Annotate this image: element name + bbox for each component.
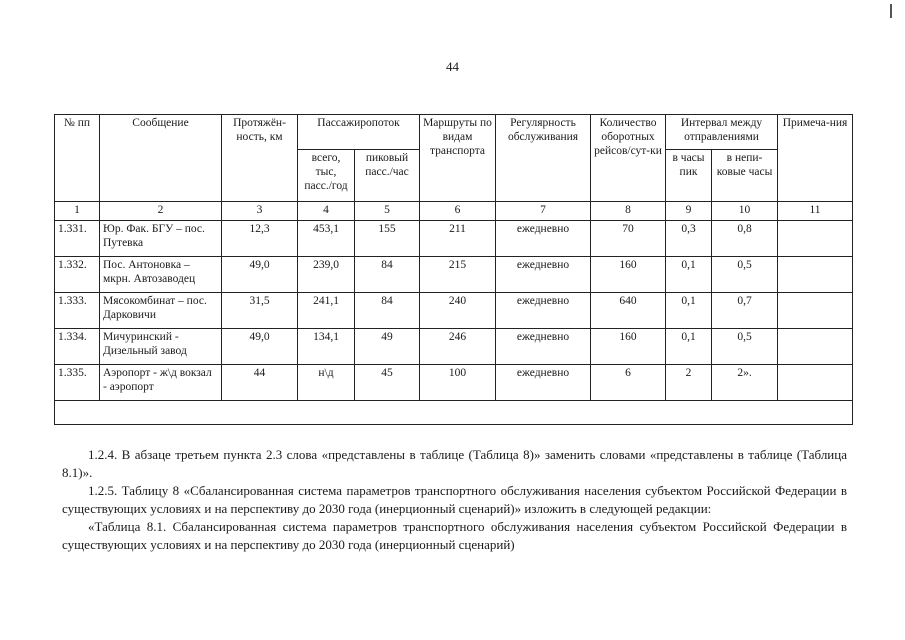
row-num: 1.334. [55,328,100,364]
column-number: 2 [100,202,222,221]
row-length: 49,0 [222,328,298,364]
column-number: 9 [666,202,712,221]
row-route: Мичуринский - Дизельный завод [100,328,222,364]
column-number: 6 [420,202,496,221]
col-num-header: № пп [55,115,100,202]
col-pass-peak-header: пиковый пасс./час [355,150,420,202]
row-num: 1.332. [55,256,100,292]
column-number: 4 [298,202,355,221]
col-interval-peak-header: в часы пик [666,150,712,202]
row-pass-total: 241,1 [298,292,355,328]
col-regularity-header: Регулярность обслуживания [496,115,591,202]
col-length-header: Протяжён-ность, км [222,115,298,202]
column-number: 7 [496,202,591,221]
column-number: 1 [55,202,100,221]
row-trips: 160 [591,256,666,292]
row-interval-peak: 0,1 [666,328,712,364]
row-notes [778,220,853,256]
col-passflow-header: Пассажиропоток [298,115,420,150]
paragraph-table-caption: «Таблица 8.1. Сбалансированная система параметров транспортного обслуживания населения субъектом Российской Федерации в существующих условиях и на перспективу до 2030 года (инерционный сценарий) [62,519,847,552]
row-pass-total: 134,1 [298,328,355,364]
row-transport: 211 [420,220,496,256]
row-trips: 160 [591,328,666,364]
row-notes [778,364,853,400]
row-trips: 6 [591,364,666,400]
row-route: Аэропорт - ж\д вокзал - аэропорт [100,364,222,400]
row-regularity: ежедневно [496,292,591,328]
row-interval-offpeak: 2». [712,364,778,400]
table-row [55,256,853,292]
body-text [62,446,847,554]
row-num: 1.333. [55,292,100,328]
table-row [55,292,853,328]
row-pass-peak: 49 [355,328,420,364]
row-transport: 240 [420,292,496,328]
row-regularity: ежедневно [496,256,591,292]
row-pass-peak: 155 [355,220,420,256]
paragraph-1-2-4: 1.2.4. В абзаце третьем пункта 2.3 слова «представлены в таблице (Таблица 8)» заменить словами «представлены в таблице (Таблица 8.1)». [62,447,847,480]
empty-table-row [55,400,853,424]
col-transport-header: Маршруты по видам транспорта [420,115,496,202]
column-numbers-row [55,202,853,221]
row-route: Юр. Фак. БГУ – пос. Путевка [100,220,222,256]
row-length: 49,0 [222,256,298,292]
row-notes [778,256,853,292]
column-number: 10 [712,202,778,221]
row-transport: 215 [420,256,496,292]
row-regularity: ежедневно [496,328,591,364]
col-trips-header: Количество оборотных рейсов/сут-ки [591,115,666,202]
table-row [55,220,853,256]
column-number: 8 [591,202,666,221]
table-row [55,328,853,364]
row-num: 1.331. [55,220,100,256]
row-pass-total: 239,0 [298,256,355,292]
col-notes-header: Примеча-ния [778,115,853,202]
row-pass-peak: 84 [355,256,420,292]
empty-cell [55,400,853,424]
col-interval-offpeak-header: в непи-ковые часы [712,150,778,202]
row-trips: 640 [591,292,666,328]
paragraph-1-2-5: 1.2.5. Таблицу 8 «Сбалансированная система параметров транспортного обслуживания населения субъектом Российской Федерации в существующих условиях и на перспективу до 2030 года (инерционный сценарий)» изложить в следующей редакции: [62,483,847,516]
scan-mark [890,4,892,18]
row-interval-peak: 0,1 [666,292,712,328]
col-pass-total-header: всего, тыс, пасс./год [298,150,355,202]
row-regularity: ежедневно [496,220,591,256]
column-number: 5 [355,202,420,221]
row-pass-total: 453,1 [298,220,355,256]
row-notes [778,292,853,328]
row-interval-peak: 2 [666,364,712,400]
row-interval-offpeak: 0,5 [712,328,778,364]
column-number: 3 [222,202,298,221]
row-route: Пос. Антоновка – мкрн. Автозаводец [100,256,222,292]
row-interval-offpeak: 0,8 [712,220,778,256]
row-pass-peak: 84 [355,292,420,328]
row-transport: 246 [420,328,496,364]
row-length: 12,3 [222,220,298,256]
column-number: 11 [778,202,853,221]
table-row [55,364,853,400]
row-num: 1.335. [55,364,100,400]
row-pass-peak: 45 [355,364,420,400]
transport-table [54,114,853,425]
col-route-header: Сообщение [100,115,222,202]
row-transport: 100 [420,364,496,400]
row-length: 31,5 [222,292,298,328]
row-route: Мясокомбинат – пос. Дарковичи [100,292,222,328]
row-interval-offpeak: 0,5 [712,256,778,292]
row-trips: 70 [591,220,666,256]
row-regularity: ежедневно [496,364,591,400]
page-number: 44 [446,59,459,74]
row-interval-peak: 0,3 [666,220,712,256]
row-length: 44 [222,364,298,400]
col-interval-header: Интервал между отправлениями [666,115,778,150]
row-pass-total: н\д [298,364,355,400]
row-interval-offpeak: 0,7 [712,292,778,328]
row-interval-peak: 0,1 [666,256,712,292]
header-row-1 [55,115,853,150]
row-notes [778,328,853,364]
